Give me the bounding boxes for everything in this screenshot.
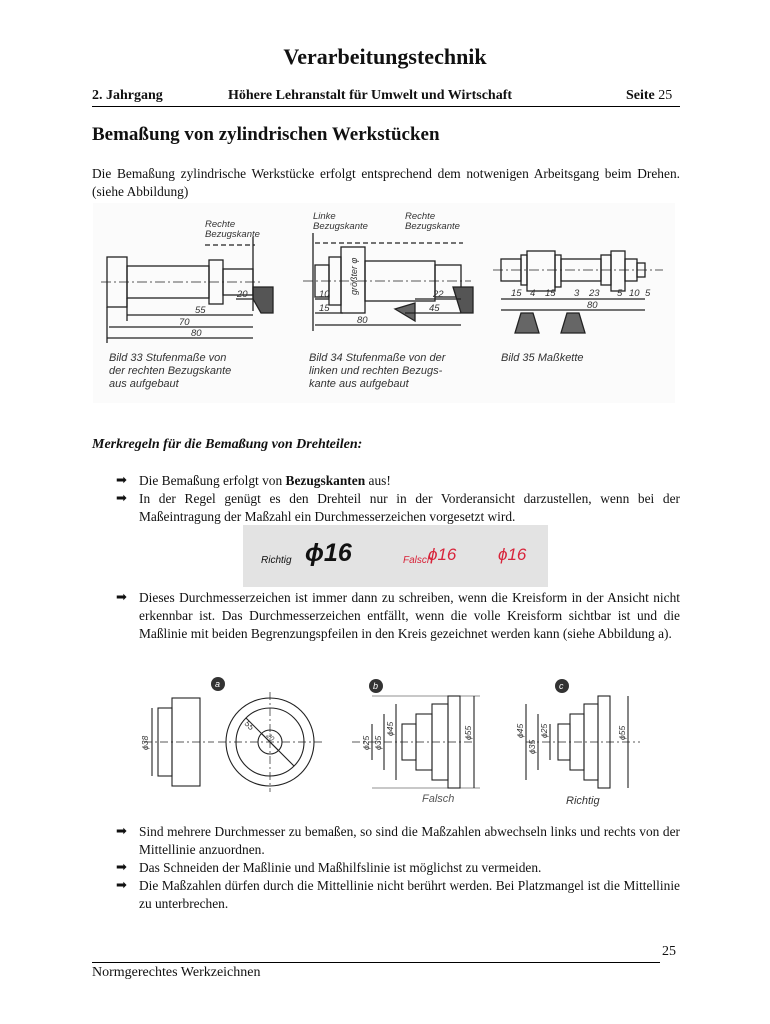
a-dia38: ϕ38 bbox=[140, 735, 150, 750]
falsch-caption: Falsch bbox=[422, 793, 455, 805]
c-dim55: ϕ55 bbox=[617, 725, 627, 740]
label-groesster: größter φ bbox=[349, 257, 359, 295]
a-dim55: 55 bbox=[242, 718, 257, 733]
rule-2 bbox=[116, 490, 680, 526]
dim35-g: 10 bbox=[629, 288, 640, 299]
dim34-15: 15 bbox=[319, 303, 330, 314]
header-page-label: Seite bbox=[626, 88, 655, 103]
caption-bild35: Bild 35 Maßkette bbox=[501, 352, 584, 364]
rule-1-pre: Die Bemaßung erfolgt von bbox=[139, 473, 286, 488]
caption-bild34-1: Bild 34 Stufenmaße von der bbox=[309, 352, 446, 364]
b-dim25: ϕ25 bbox=[361, 735, 371, 750]
page-number: 25 bbox=[662, 944, 676, 959]
dim33-80: 80 bbox=[191, 328, 202, 339]
label-linke: Linke bbox=[313, 211, 336, 222]
rule-1-bold: Bezugskanten bbox=[285, 473, 366, 488]
b-dim55: ϕ55 bbox=[463, 725, 473, 740]
rule-5 bbox=[116, 859, 680, 877]
c-dim25: ϕ25 bbox=[539, 723, 549, 738]
c-dim35: ϕ35 bbox=[527, 739, 537, 754]
header-page-number: 25 bbox=[658, 88, 673, 103]
bullet-arrow-icon: ➡ bbox=[116, 878, 127, 893]
dim33-55: 55 bbox=[195, 305, 206, 316]
richtig-label: Richtig bbox=[261, 555, 292, 566]
bullet-arrow-icon: ➡ bbox=[116, 473, 127, 488]
dim35-a: 15 bbox=[511, 288, 522, 299]
dim34-45: 45 bbox=[429, 303, 440, 314]
label-b: b bbox=[373, 681, 379, 691]
b-dim45: ϕ45 bbox=[385, 721, 395, 736]
rule-4-text: Sind mehrere Durchmesser zu bemaßen, so sind die Maßzahlen abwechseln links und rechts von der Mittellinie anzuordnen. bbox=[139, 824, 680, 857]
dim35-h: 5 bbox=[645, 288, 651, 299]
dim33-20: 20 bbox=[237, 289, 248, 300]
footer-rule bbox=[92, 962, 660, 963]
label-bezugskante-3: Bezugskante bbox=[405, 221, 460, 232]
falsch-phi16-a: ϕ16 bbox=[428, 545, 457, 564]
dim35-d: 3 bbox=[574, 288, 580, 299]
figure-diameter-dimensioning bbox=[140, 664, 646, 812]
header-grade: 2. Jahrgang bbox=[92, 88, 163, 103]
bullet-arrow-icon: ➡ bbox=[116, 491, 127, 506]
richtig-phi16: ϕ16 bbox=[305, 539, 352, 567]
bullet-arrow-icon: ➡ bbox=[116, 824, 127, 839]
label-rechte-2: Rechte bbox=[405, 211, 436, 222]
c-dim45: ϕ45 bbox=[515, 723, 525, 738]
caption-bild34-2: linken und rechten Bezugs- bbox=[309, 365, 443, 377]
header-school: Höhere Lehranstalt für Umwelt und Wirtschaft bbox=[228, 88, 513, 103]
header-page bbox=[626, 88, 672, 104]
rule-4 bbox=[116, 823, 680, 859]
label-rechte: Rechte bbox=[205, 219, 236, 230]
dim35-b: 4 bbox=[530, 288, 536, 299]
footer-text: Normgerechtes Werkzeichnen bbox=[92, 965, 261, 980]
bullet-arrow-icon: ➡ bbox=[116, 590, 127, 605]
rule-6 bbox=[116, 877, 680, 913]
dim34-10: 10 bbox=[319, 289, 330, 300]
caption-bild33-2: der rechten Bezugskante bbox=[109, 365, 232, 377]
dim35-total: 80 bbox=[587, 300, 598, 311]
intro-paragraph: Die Bemaßung zylindrische Werkstücke erfolgt entsprechend dem notwenigen Arbeitsgang beim Drehen. (siehe Abbildung) bbox=[92, 166, 680, 199]
bullet-arrow-icon: ➡ bbox=[116, 860, 127, 875]
label-bezugskante-1: Bezugskante bbox=[205, 229, 260, 240]
rule-1 bbox=[116, 472, 680, 490]
figure-stepped-shafts bbox=[93, 203, 675, 403]
dim35-c: 15 bbox=[545, 288, 556, 299]
section-heading: Bemaßung von zylindrischen Werkstücken bbox=[92, 124, 440, 145]
rule-3 bbox=[116, 589, 680, 643]
dim34-22: 22 bbox=[433, 289, 444, 300]
falsch-phi16-b: ϕ16 bbox=[498, 545, 527, 564]
rule-3-text: Dieses Durchmesserzeichen ist immer dann zu schreiben, wenn die Kreisform in der Ansicht nicht erkennbar ist. Das Durchmesserzeichen entfällt, wenn die volle Kreisform sichtbar ist und die Maßlinie mit beiden Begrenzungspfeilen in den Kreis gezeichnet werden kann (siehe Abbildung a). bbox=[139, 590, 680, 641]
rules-heading: Merkregeln für die Bemaßung von Drehteilen: bbox=[92, 437, 363, 452]
label-bezugskante-2: Bezugskante bbox=[313, 221, 368, 232]
richtig-caption: Richtig bbox=[566, 795, 600, 807]
dim35-e: 23 bbox=[589, 288, 600, 299]
rule-6-text: Die Maßzahlen dürfen durch die Mittellinie nicht berührt werden. Bei Platzmangel ist die Mittellinie zu unterbrechen. bbox=[139, 878, 680, 911]
dim35-f: 5 bbox=[617, 288, 623, 299]
b-dim35: ϕ35 bbox=[373, 735, 383, 750]
a-dim20: 20 bbox=[264, 732, 276, 743]
dim33-70: 70 bbox=[179, 317, 190, 328]
header-rule bbox=[92, 106, 680, 107]
label-c: c bbox=[559, 681, 564, 691]
richtig-falsch-example bbox=[243, 525, 548, 587]
label-a: a bbox=[215, 679, 221, 689]
falsch-label: Falsch bbox=[403, 555, 433, 566]
rule-2-text: In der Regel genügt es den Drehteil nur in der Vorderansicht darzustellen, wenn bei der Maßeintragung der Maßzahl ein Durchmesserzeichen vorgesetzt wird. bbox=[139, 491, 680, 524]
rule-5-text: Das Schneiden der Maßlinie und Maßhilfslinie ist möglichst zu vermeiden. bbox=[139, 860, 542, 875]
rule-1-post: aus! bbox=[365, 473, 391, 488]
dim34-80: 80 bbox=[357, 315, 368, 326]
document-title: Verarbeitungstechnik bbox=[283, 44, 487, 69]
caption-bild33-1: Bild 33 Stufenmaße von bbox=[109, 352, 227, 364]
caption-bild34-3: kante aus aufgebaut bbox=[309, 378, 409, 390]
caption-bild33-3: aus aufgebaut bbox=[109, 378, 179, 390]
